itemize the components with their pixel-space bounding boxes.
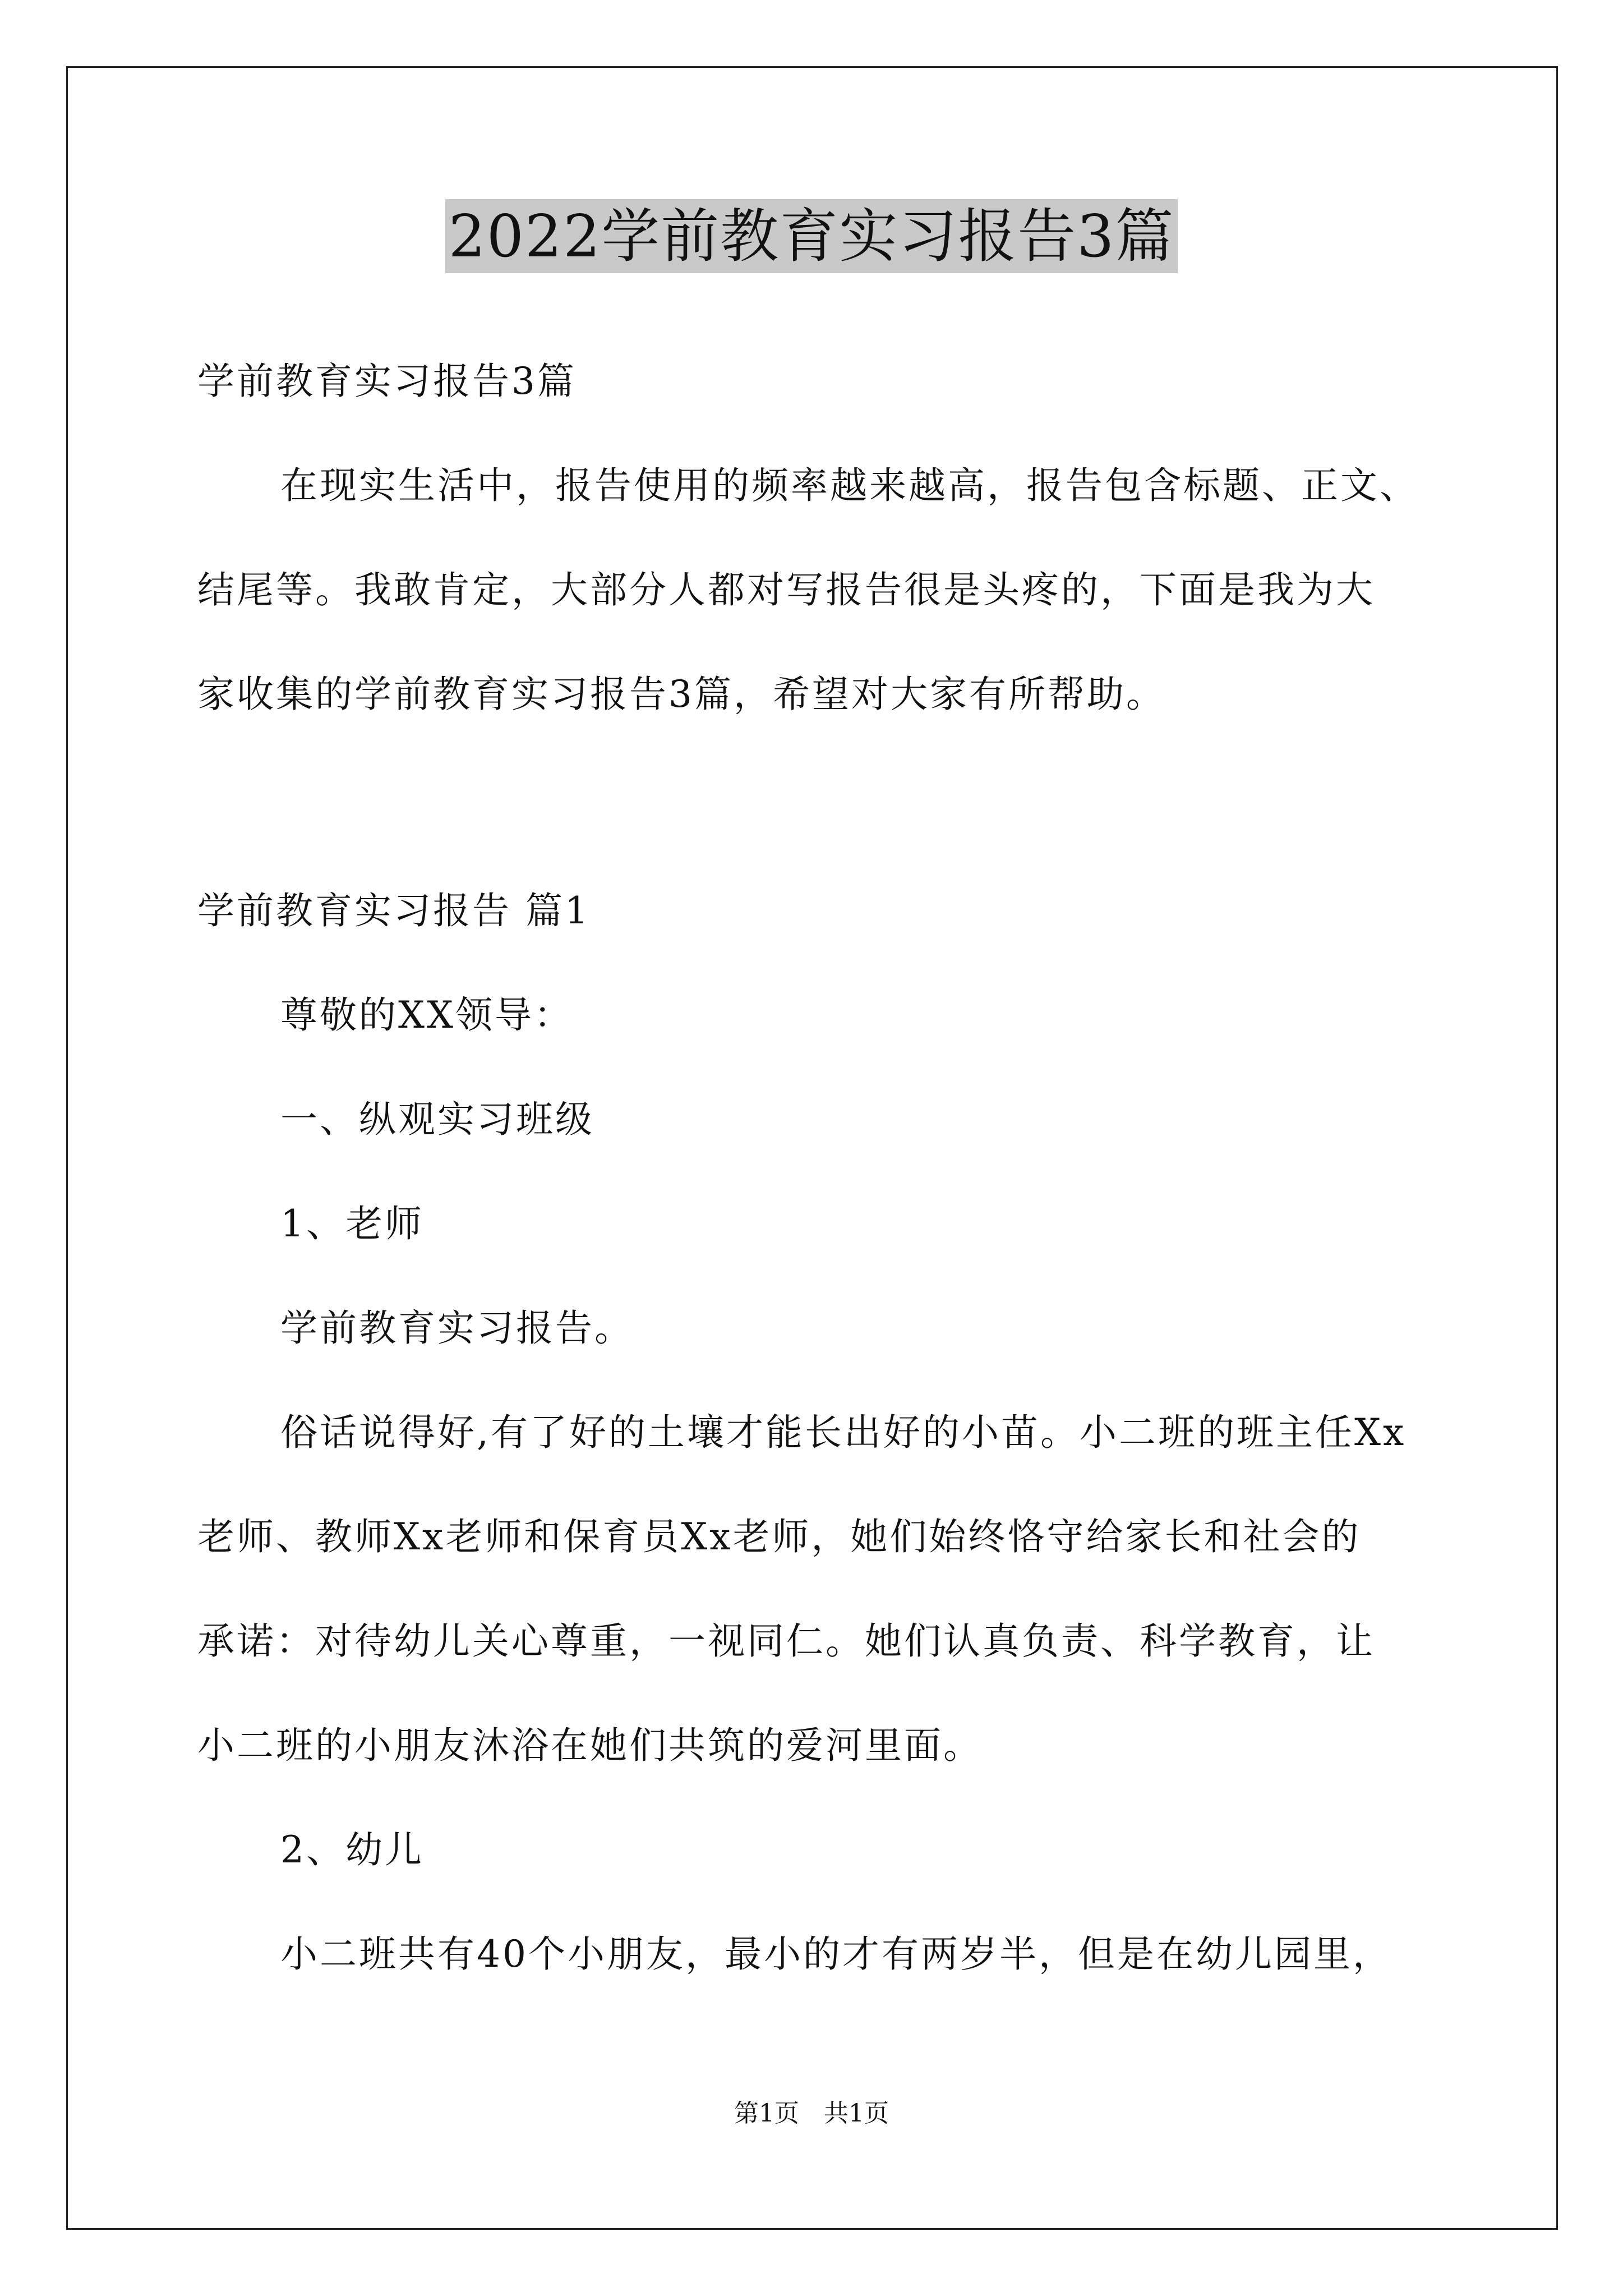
document-title: 2022学前教育实习报告3篇	[445, 199, 1178, 273]
title-block	[0, 199, 1623, 273]
salutation: 尊敬的XX领导：	[280, 993, 573, 1037]
heading-children: 2、幼儿	[280, 1828, 424, 1871]
page-footer: 第1页 共1页	[734, 2099, 889, 2128]
teacher-paragraph-line-4: 小二班的小朋友沐浴在她们共筑的爱河里面。	[197, 1724, 983, 1767]
document-subtitle: 学前教育实习报告3篇	[197, 360, 577, 403]
teacher-paragraph-line-1: 俗话说得好,有了好的土壤才能长出好的小苗。小二班的班主任Xx	[280, 1411, 1407, 1454]
heading-class-overview: 一、纵观实习班级	[280, 1098, 594, 1141]
heading-teachers: 1、老师	[280, 1202, 424, 1245]
intro-line-2: 结尾等。我敢肯定，大部分人都对写报告很是头疼的，下面是我为大	[197, 568, 1375, 611]
children-paragraph-line-1: 小二班共有40个小朋友，最小的才有两岁半，但是在幼儿园里，	[280, 1932, 1392, 1976]
section-heading: 学前教育实习报告 篇1	[197, 889, 591, 932]
intro-line-3: 家收集的学前教育实习报告3篇，希望对大家有所帮助。	[197, 673, 1165, 716]
teacher-paragraph-line-2: 老师、教师Xx老师和保育员Xx老师，她们始终恪守给家长和社会的	[197, 1515, 1361, 1558]
paragraph-short: 学前教育实习报告。	[280, 1306, 634, 1350]
intro-line-1: 在现实生活中，报告使用的频率越来越高，报告包含标题、正文、	[280, 464, 1419, 507]
teacher-paragraph-line-3: 承诺：对待幼儿关心尊重，一视同仁。她们认真负责、科学教育，让	[197, 1619, 1375, 1663]
